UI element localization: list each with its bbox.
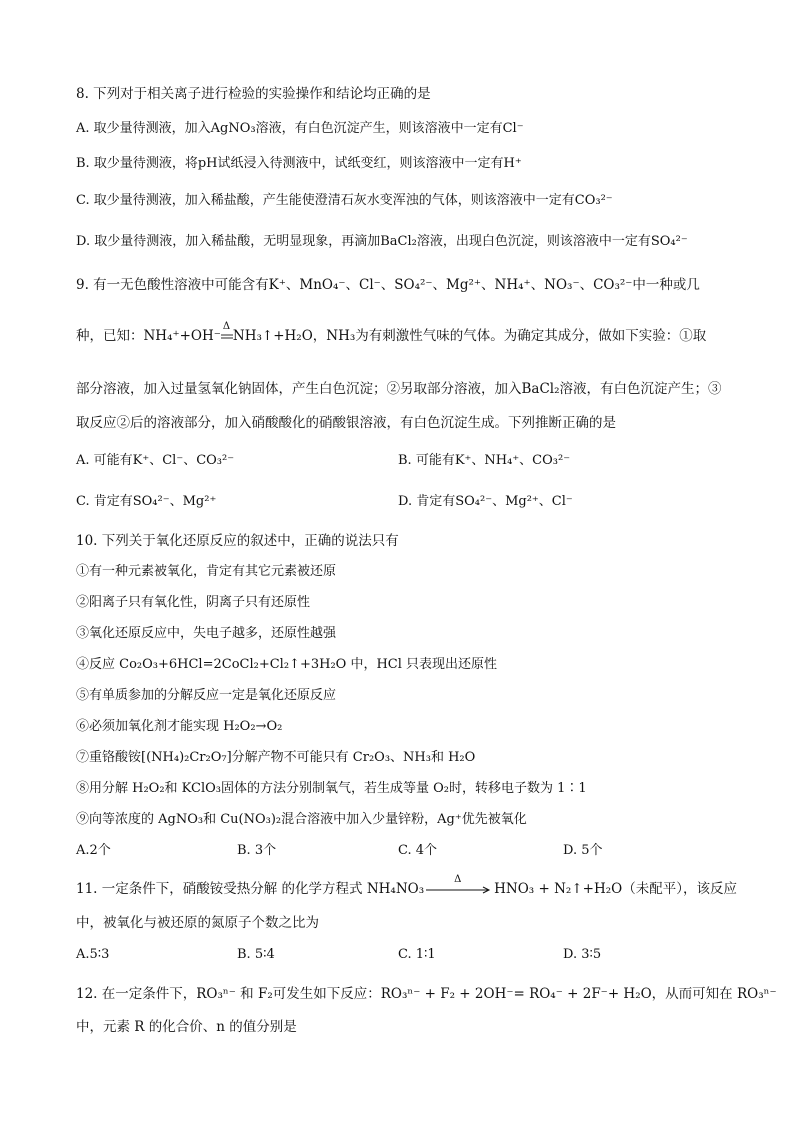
q10-item-7: ⑦重铬酸铵[(NH₄)₂Cr₂O₇]分解产物不可能只有 Cr₂O₃、NH₃和 H₂O — [76, 750, 476, 765]
q10-item-4: ④反应 Co₂O₃+6HCl=2CoCl₂+Cl₂↑+3H₂O 中，HCl 只表现出还原性 — [76, 657, 498, 672]
q10-item-5: ⑤有单质参加的分解反应一定是氧化还原反应 — [76, 688, 337, 703]
q11-reaction-arrow — [426, 873, 492, 895]
heat-symbol: Δ — [222, 320, 231, 332]
q10-option-c: C. 4个 — [398, 843, 438, 858]
q8-option-a: A. 取少量待测液，加入AgNO₃溶液，有白色沉淀产生，则该溶液中一定有Cl⁻ — [76, 121, 524, 136]
q11-option-d: D. 3∶5 — [563, 947, 602, 962]
q9-stem-line2 — [76, 320, 707, 345]
q9-reaction-arrow — [221, 320, 233, 342]
q11-option-b: B. 5∶4 — [237, 947, 275, 962]
q12-stem-line2: 中，元素 R 的化合价、n 的值分别是 — [76, 1019, 297, 1035]
q8-option-b: B. 取少量待测液，将pH试纸浸入待测液中，试纸变红，则该溶液中一定有H⁺ — [76, 156, 522, 171]
q10-item-8: ⑧用分解 H₂O₂和 KClO₃固体的方法分别制氧气，若生成等量 O₂时，转移电子数为 1∶1 — [76, 781, 587, 796]
q11-option-c: C. 1∶1 — [398, 947, 436, 962]
q9-option-b: B. 可能有K⁺、NH₄⁺、CO₃²⁻ — [398, 453, 571, 468]
q8-stem: 8. 下列对于相关离子进行检验的实验操作和结论均正确的是 — [76, 86, 431, 102]
heat-symbol: Δ — [454, 873, 462, 885]
q8-option-c: C. 取少量待测液，加入稀盐酸，产生能使澄清石灰水变浑浊的气体，则该溶液中一定有CO₃²⁻ — [76, 193, 613, 208]
q9-stem-line1: 9. 有一无色酸性溶液中可能含有K⁺、MnO₄⁻、Cl⁻、SO₄²⁻、Mg²⁺、NH₄⁺、NO₃⁻、CO₃²⁻中一种或几 — [76, 277, 700, 293]
q11-option-a: A.5∶3 — [76, 947, 110, 962]
q11-stem-line1-pre: 11. 一定条件下，硝酸铵受热分解 的化学方程式 NH₄NO₃ — [76, 881, 425, 897]
q10-item-9: ⑨向等浓度的 AgNO₃和 Cu(NO₃)₂混合溶液中加入少量锌粉，Ag⁺优先被氧化 — [76, 812, 527, 827]
q10-item-2: ②阳离子只有氧化性，阴离子只有还原性 — [76, 595, 311, 610]
q10-option-a: A.2个 — [76, 843, 111, 858]
q11-stem-line1-post: HNO₃ + N₂↑+H₂O（未配平），该反应 — [494, 881, 737, 897]
q10-item-3: ③氧化还原反应中，失电子越多，还原性越强 — [76, 626, 337, 641]
q10-stem: 10. 下列关于氧化还原反应的叙述中，正确的说法只有 — [76, 533, 399, 549]
q11-stem-line2: 中，被氧化与被还原的氮原子个数之比为 — [76, 915, 319, 931]
q10-option-b: B. 3个 — [237, 843, 277, 858]
q9-stem-line2-post: NH₃↑+H₂O，NH₃为有刺激性气味的气体。为确定其成分，做如下实验：①取 — [232, 328, 707, 344]
q10-item-6: ⑥必须加氧化剂才能实现 H₂O₂→O₂ — [76, 719, 283, 734]
q9-stem-line3: 部分溶液，加入过量氢氧化钠固体，产生白色沉淀；②另取部分溶液，加入BaCl₂溶液，有白色沉淀产生；③ — [76, 381, 722, 397]
q9-stem-line4: 取反应②后的溶液部分，加入硝酸酸化的硝酸银溶液，有白色沉淀生成。下列推断正确的是 — [76, 415, 616, 431]
q9-option-d: D. 肯定有SO₄²⁻、Mg²⁺、Cl⁻ — [398, 494, 573, 509]
q10-item-1: ①有一种元素被氧化，肯定有其它元素被还原 — [76, 564, 337, 579]
q9-option-a: A. 可能有K⁺、Cl⁻、CO₃²⁻ — [76, 453, 235, 468]
q11-stem-line1 — [76, 873, 737, 898]
q9-stem-line2-pre: 种，已知：NH₄⁺+OH⁻ — [76, 328, 221, 344]
q8-option-d: D. 取少量待测液，加入稀盐酸，无明显现象，再滴加BaCl₂溶液，出现白色沉淀，则该溶液中一定有SO₄²⁻ — [76, 234, 688, 249]
q9-option-c: C. 肯定有SO₄²⁻、Mg²⁺ — [76, 494, 217, 509]
q12-stem-line1: 12. 在一定条件下，RO₃ⁿ⁻ 和 F₂可发生如下反应：RO₃ⁿ⁻ + F₂ + 2OH⁻= RO₄⁻ + 2F⁻+ H₂O，从而可知在 RO₃ⁿ⁻ — [76, 986, 777, 1002]
q10-option-d: D. 5个 — [563, 843, 603, 858]
